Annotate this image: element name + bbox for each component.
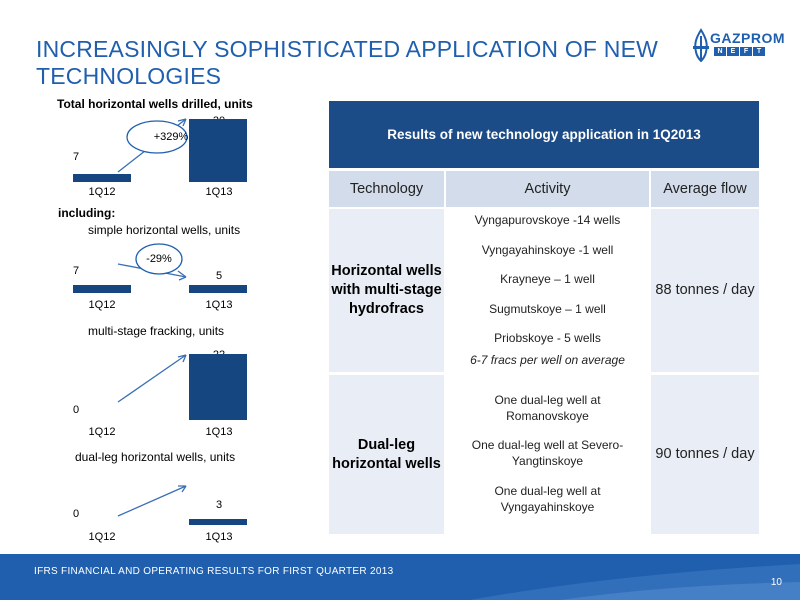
bar (73, 285, 131, 293)
x-tick: 1Q12 (88, 426, 116, 438)
bar (189, 519, 247, 525)
col-header-activity: Activity (446, 171, 649, 207)
footer-text: IFRS FINANCIAL AND OPERATING RESULTS FOR FIRST QUARTER 2013 (34, 566, 394, 577)
gazprom-neft-logo (690, 28, 786, 68)
bar-label: 7 (72, 151, 80, 163)
chart-simple-change: -29% (146, 253, 172, 265)
page-number: 10 (770, 577, 782, 588)
bar-label: 0 (72, 404, 80, 416)
x-tick: 1Q12 (88, 299, 116, 311)
chart-dualleg-title: dual-leg horizontal wells, units (75, 450, 236, 464)
x-tick: 1Q12 (88, 186, 116, 198)
activity-line: Sugmutskoye – 1 well (489, 302, 606, 316)
bar-label: 3 (215, 499, 223, 511)
flow-cell-horizontal: 88 tonnes / day (651, 209, 759, 372)
bar (189, 354, 247, 420)
activity-line: Priobskoye - 5 wells (494, 331, 601, 345)
slide-title: INCREASINGLY SOPHISTICATED APPLICATION OF NEW TECHNOLOGIES (36, 36, 659, 89)
flame-icon (690, 28, 712, 62)
activity-line: Krayneye – 1 well (500, 272, 595, 286)
activity-line: Vyngayahinskoye -1 well (481, 243, 614, 257)
chart-total-title: Total horizontal wells drilled, units (57, 97, 253, 111)
chart-total-change: +329% (153, 131, 189, 143)
x-tick: 1Q13 (205, 531, 233, 543)
bar-label: 0 (72, 508, 80, 520)
logo-sub: N E F T (714, 47, 765, 56)
activity-line: One dual-leg well at Vyngayahinskoye (494, 484, 601, 514)
footer-bar (0, 554, 800, 600)
activity-cell-horizontal (446, 209, 649, 372)
x-tick: 1Q13 (205, 186, 233, 198)
bar (189, 119, 247, 182)
x-tick: 1Q12 (88, 531, 116, 543)
col-header-flow: Average flow (651, 171, 759, 207)
logo-word: GAZPROM (710, 30, 786, 46)
x-tick: 1Q13 (205, 299, 233, 311)
activity-line: One dual-leg well at Severo-Yangtinskoye (471, 438, 624, 468)
bar-label: 5 (215, 270, 223, 282)
col-header-technology: Technology (329, 171, 444, 207)
activity-line: Vyngapurovskoye -14 wells (474, 213, 621, 227)
including-label: including: (58, 206, 116, 220)
table-title: Results of new technology application in 1Q2013 (329, 101, 759, 168)
bar-label: 7 (72, 265, 80, 277)
tech-cell-dualleg: Dual-leg horizontal wells (329, 375, 444, 534)
x-tick: 1Q13 (205, 426, 233, 438)
flow-cell-dualleg: 90 tonnes / day (651, 375, 759, 534)
bar (189, 285, 247, 293)
activity-note: 6-7 fracs per well on average (470, 353, 625, 367)
footer-swoosh (0, 554, 800, 600)
chart-multistage-title: multi-stage fracking, units (88, 324, 225, 338)
activity-line: One dual-leg well at Romanovskoye (494, 393, 601, 423)
chart-simple-title: simple horizontal wells, units (88, 223, 241, 237)
bar (73, 174, 131, 182)
tech-cell-horizontal: Horizontal wells with multi-stage hydrofracs (329, 209, 444, 372)
